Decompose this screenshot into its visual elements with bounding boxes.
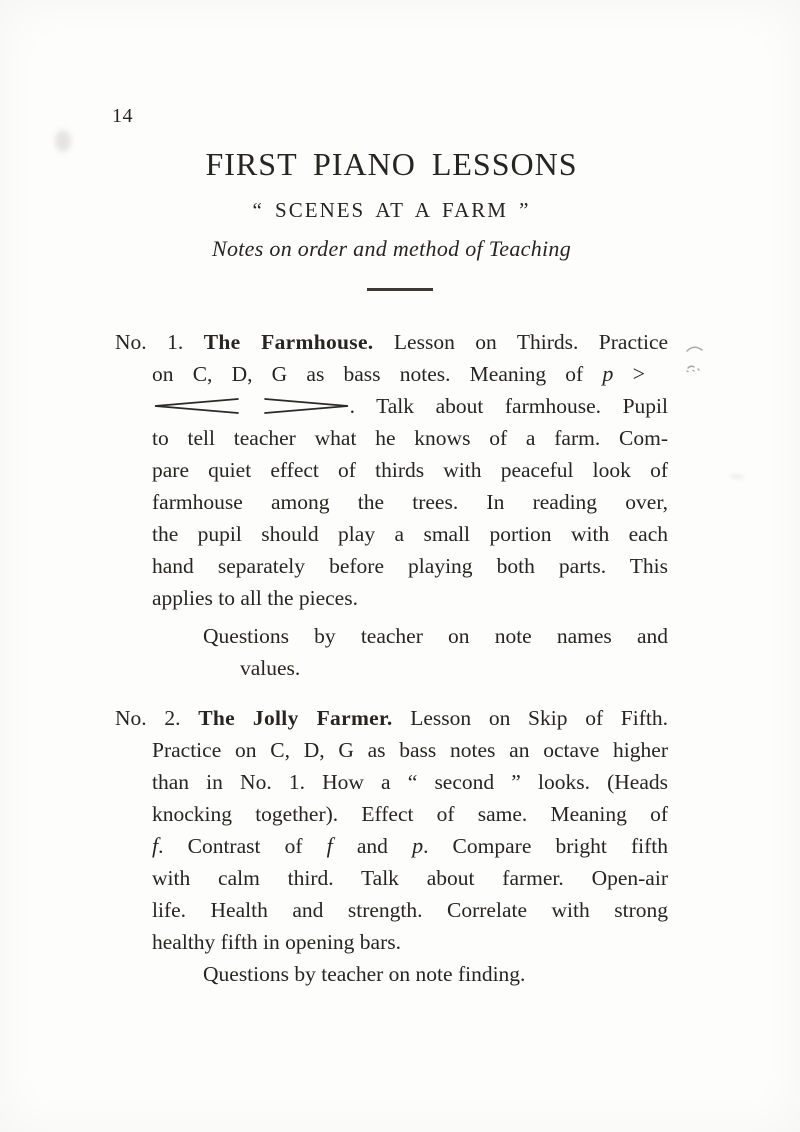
lessons-text [0,326,800,990]
lesson-2-line-2: Practice on C, D, G as bass notes an octave higher [152,738,668,762]
scan-smudge [55,130,71,152]
decrescendo-sign: > [632,361,646,386]
lesson-2-piece-title: The Jolly Farmer. [198,706,393,730]
dynamic-p-symbol: p [412,833,424,858]
section-divider-rule [367,288,433,291]
lesson-1-line-9: applies to all the pieces. [152,586,358,610]
lesson-2-questions-line: Questions by teacher on note finding. [203,962,526,986]
lesson-1-number: No. 1. [115,330,184,354]
lesson-2-line-7: life. Health and strength. Correlate with strong [152,898,668,922]
dynamic-p-symbol: p [602,361,614,386]
lesson-2-line-1-rest: Lesson on Skip of Fifth. [410,706,668,730]
page-tagline: Notes on order and method of Teaching [211,236,572,261]
page-number: 14 [112,105,133,127]
crescendo-hairpin-icon [152,397,240,415]
lesson-2-line-5-t3: . Compare bright fifth [423,834,668,858]
lesson-1-line-2 [152,358,645,390]
page-title: FIRST PIANO LESSONS [205,146,578,182]
decrescendo-hairpin-icon [262,397,350,415]
lesson-1-line-5: pare quiet effect of thirds with peaceful look of [152,458,668,482]
lesson-1-piece-title: The Farmhouse. [203,330,374,354]
lesson-2-line-5 [152,830,668,862]
dynamic-f-symbol: f [326,833,333,858]
lesson-1-line-4: to tell teacher what he knows of a farm. Com- [152,426,668,450]
lesson-1-questions-line-1: Questions by teacher on note names and [203,624,668,648]
lesson-2-line-5-t2: and [356,834,388,858]
lesson-2-line-8: healthy fifth in opening bars. [152,930,401,954]
lesson-1-questions-line-2: values. [240,656,301,680]
lesson-1-line-1-rest: Lesson on Thirds. Practice [393,330,669,354]
lesson-2-line-1 [115,702,668,734]
page-subtitle: “ SCENES AT A FARM ” [252,198,531,222]
lesson-1-line-6: farmhouse among the trees. In reading over, [152,490,668,514]
lesson-1-line-1 [115,326,668,358]
lesson-1-line-3 [152,390,668,422]
lesson-1-line-3-rest: . Talk about farmhouse. Pupil [349,394,668,418]
lesson-2-line-3: than in No. 1. How a “ second ” looks. (Heads [152,770,668,794]
lesson-1-questions [0,620,800,684]
scan-smudge [730,474,744,479]
lesson-2-line-5-t1: . Contrast of [158,834,303,858]
lesson-2-number: No. 2. [115,706,181,730]
lesson-2-line-6: with calm third. Talk about farmer. Open-air [152,866,668,890]
lesson-1-line-7: the pupil should play a small portion with each [152,522,668,546]
lesson-2-line-4: knocking together). Effect of same. Meaning of [152,802,668,826]
lesson-2 [0,702,800,958]
lesson-2-questions [0,958,800,990]
lesson-1-line-2-text: on C, D, G as bass notes. Meaning of [152,362,584,386]
lesson-1-line-8: hand separately before playing both parts. This [152,554,668,578]
pencil-margin-smudge-icon [680,342,710,382]
dynamic-f-symbol: f [152,833,159,858]
